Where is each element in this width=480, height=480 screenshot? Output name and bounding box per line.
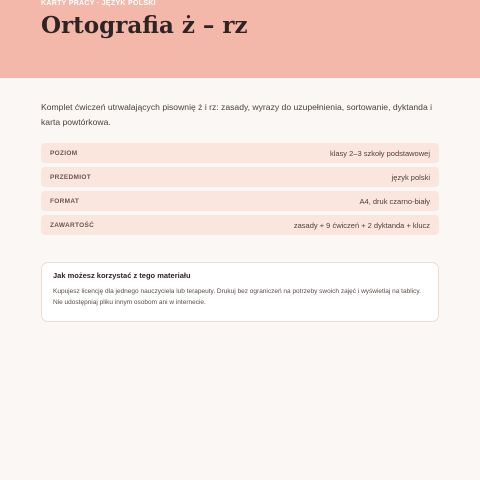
detail-row-format <box>41 191 439 211</box>
main-content <box>0 78 480 480</box>
intro-description: Komplet ćwiczeń utrwalających pisownię ż i rz: zasady, wyrazy do uzupełnienia, sortowanie, dyktanda i karta powtórkowa. <box>41 102 433 127</box>
details-list <box>41 143 439 239</box>
license-info-card <box>41 262 439 322</box>
detail-label: FORMAT <box>50 197 80 205</box>
detail-value: A4, druk czarno-biały <box>359 196 430 206</box>
detail-row-subject <box>41 167 439 187</box>
page-title: Ortografia ż – rz <box>41 12 248 39</box>
detail-value: zasady + 9 ćwiczeń + 2 dyktanda + klucz <box>293 220 430 230</box>
detail-label: ZAWARTOŚĆ <box>50 221 95 229</box>
detail-row-contents <box>41 215 439 235</box>
header-banner <box>0 0 480 78</box>
license-title: Jak możesz korzystać z tego materiału <box>53 271 191 280</box>
detail-row-level <box>41 143 439 163</box>
detail-label: PRZEDMIOT <box>50 173 91 181</box>
detail-value: klasy 2–3 szkoły podstawowej <box>329 148 430 158</box>
license-text: Kupujesz licencję dla jednego nauczyciela lub terapeuty. Drukuj bez ograniczeń na potrzeby swoich zajęć i wyświetlaj na tablicy. Nie udostępniaj pliku innym osobom ani w internecie. <box>53 288 421 306</box>
category-kicker: KARTY PRACY · JĘZYK POLSKI <box>41 0 156 7</box>
detail-label: POZIOM <box>50 149 78 157</box>
detail-value: język polski <box>391 172 430 182</box>
